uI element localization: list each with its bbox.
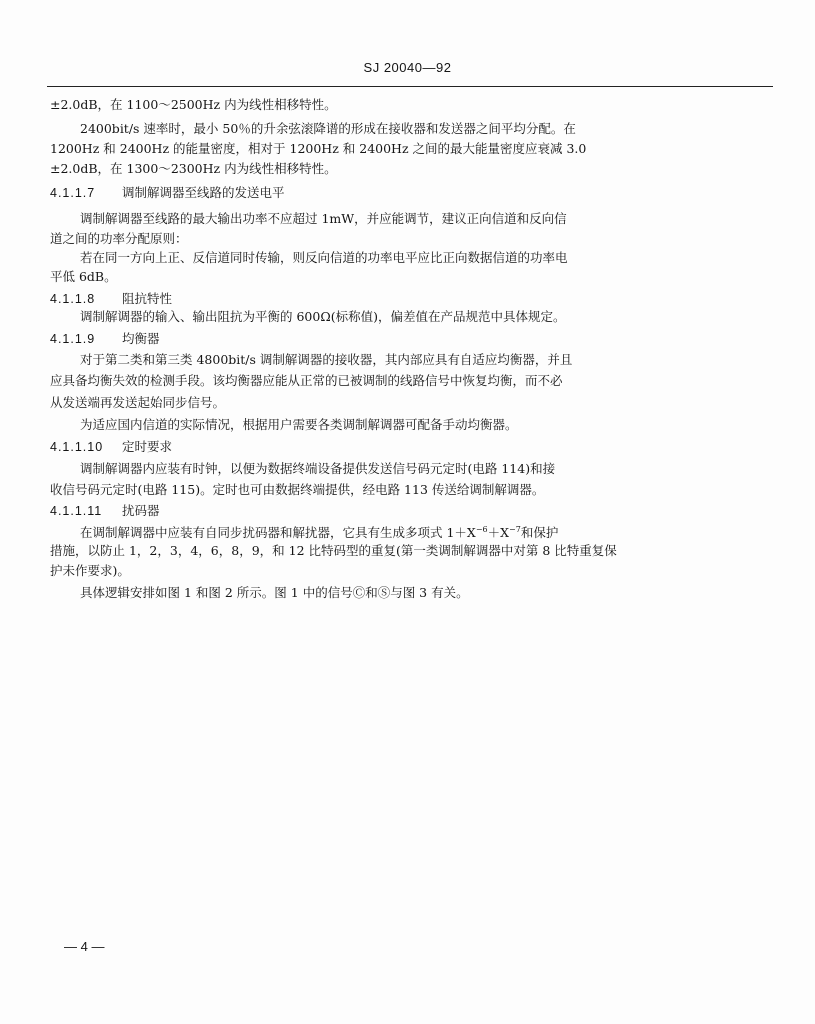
body-line — [80, 522, 558, 541]
body-line: 调制解调器至线路的最大输出功率不应超过 1mW，并应能调节，建议正向信道和反向信 — [80, 211, 567, 226]
body-line: 对于第二类和第三类 4800bit/s 调制解调器的接收器，其内部应具有自适应均衡器，并且 — [80, 352, 573, 367]
section-title: 定时要求 — [122, 440, 173, 454]
exponent: −6 — [475, 525, 488, 534]
section-number: 4.1.1.7 — [50, 186, 96, 200]
body-line: 为适应国内信道的实际情况，根据用户需要各类调制解调器可配备手动均衡器。 — [80, 417, 518, 432]
body-line: 平低 6dB。 — [50, 269, 117, 284]
body-line: 收信号码元定时(电路 115)。定时也可由数据终端提供，经电路 113 传送给调制解调器。 — [50, 482, 545, 497]
section-title: 均衡器 — [122, 332, 160, 346]
page-number: — 4 — — [64, 939, 105, 954]
body-text: ＋X — [487, 525, 510, 540]
section-heading — [50, 291, 172, 307]
exponent: −7 — [509, 525, 521, 534]
section-title: 调制解调器至线路的发送电平 — [122, 186, 285, 200]
section-heading — [50, 185, 285, 201]
section-heading — [50, 503, 160, 519]
document-code: SJ 20040—92 — [363, 60, 452, 75]
body-line: 1200Hz 和 2400Hz 的能量密度，相对于 1200Hz 和 2400Hz 之间的最大能量密度应衰减 3.0 — [50, 141, 587, 156]
header-rule — [47, 86, 773, 87]
body-line: 2400bit/s 速率时，最小 50％的升余弦滚降谱的形成在接收器和发送器之间平均分配。在 — [80, 121, 576, 136]
body-line: 道之间的功率分配原则： — [50, 231, 188, 246]
section-heading — [50, 331, 160, 347]
body-line: 调制解调器内应装有时钟，以便为数据终端设备提供发送信号码元定时(电路 114)和接 — [80, 461, 556, 476]
body-text: 在调制解调器中应装有自同步扰码器和解扰器，它具有生成多项式 1＋X — [80, 525, 476, 540]
section-number: 4.1.1.11 — [50, 504, 103, 518]
body-line: ±2.0dB，在 1100～2500Hz 内为线性相移特性。 — [50, 97, 337, 112]
body-line: 调制解调器的输入、输出阻抗为平衡的 600Ω(标称值)，偏差值在产品规范中具体规定。 — [80, 309, 566, 324]
section-title: 扰码器 — [122, 504, 160, 518]
section-number: 4.1.1.9 — [50, 332, 96, 346]
body-line: 具体逻辑安排如图 1 和图 2 所示。图 1 中的信号Ⓒ和Ⓢ与图 3 有关。 — [80, 585, 469, 600]
section-number: 4.1.1.10 — [50, 440, 104, 454]
body-line: 措施，以防止 1，2，3，4，6，8，9，和 12 比特码型的重复(第一类调制解调器中对第 8 比特重复保 — [50, 543, 617, 558]
body-line: 从发送端再发送起始同步信号。 — [50, 395, 226, 410]
body-text: 和保护 — [520, 525, 559, 540]
section-title: 阻抗特性 — [122, 292, 173, 306]
section-number: 4.1.1.8 — [50, 292, 96, 306]
body-line: 护未作要求)。 — [50, 563, 130, 578]
section-heading — [50, 439, 172, 455]
body-line: 应具备均衡失效的检测手段。该均衡器应能从正常的已被调制的线路信号中恢复均衡，而不必 — [50, 373, 563, 388]
body-line: ±2.0dB，在 1300～2300Hz 内为线性相移特性。 — [50, 161, 337, 176]
body-line: 若在同一方向上正、反信道同时传输，则反向信道的功率电平应比正向数据信道的功率电 — [80, 250, 568, 265]
